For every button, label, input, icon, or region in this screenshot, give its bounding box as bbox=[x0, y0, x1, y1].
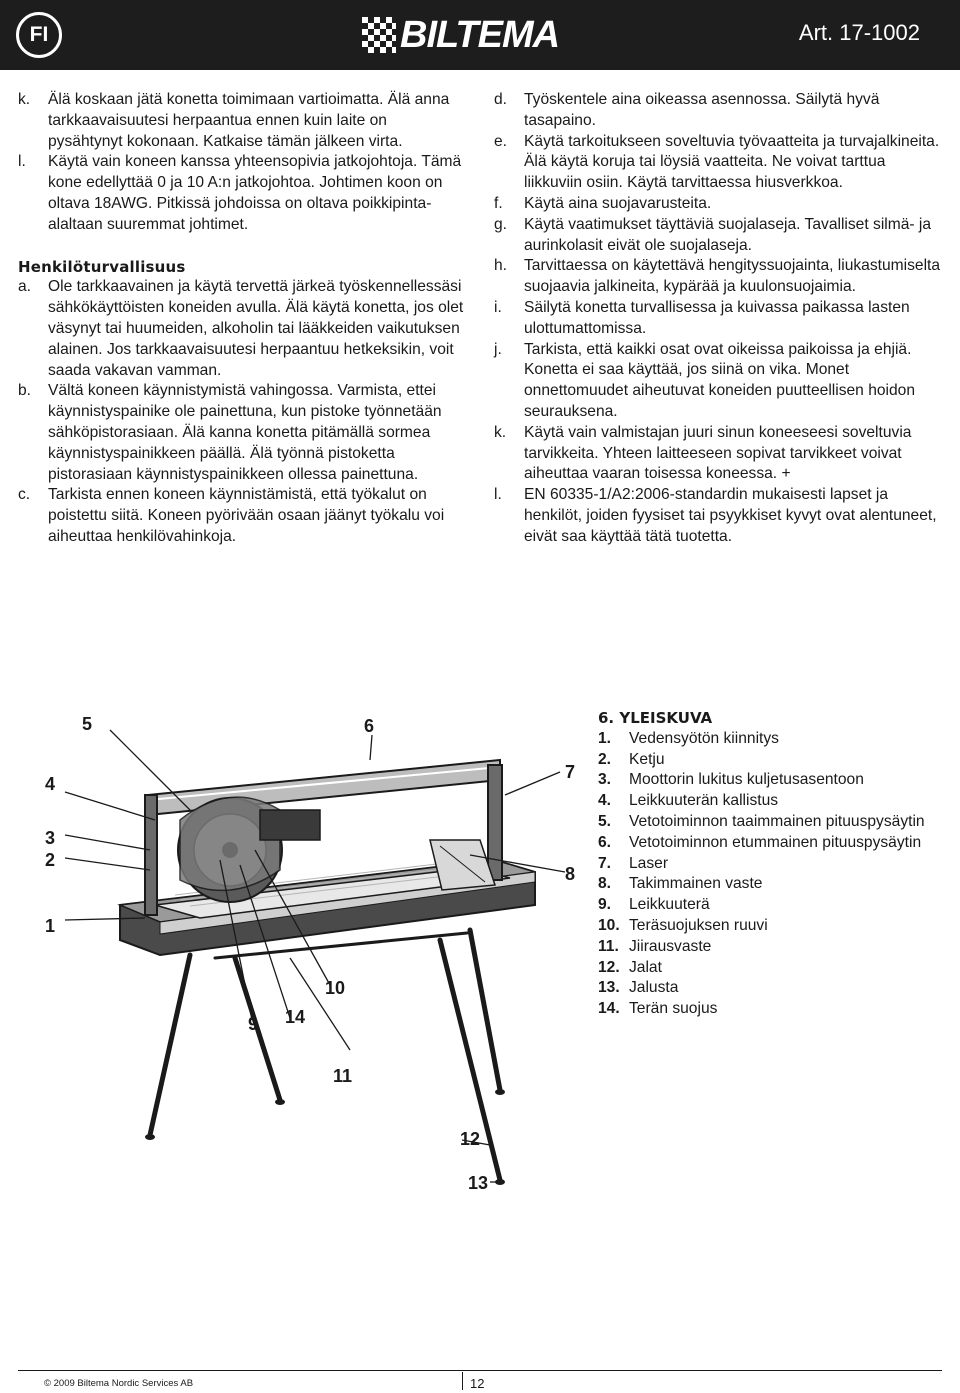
callout-13: 13 bbox=[468, 1173, 489, 1193]
copyright-notice: © 2009 Biltema Nordic Services AB bbox=[44, 1378, 194, 1389]
list-item: k. Älä koskaan jätä konetta toimimaan vartioimatta. Älä anna tarkkaavaisuutesi herpaantua ennen kuin laite on pysähtynyt kokonaan. Katkaise tämän jälkeen virta. bbox=[18, 91, 450, 150]
section-heading: Henkilöturvallisuus bbox=[18, 257, 186, 276]
callout-9: 9 bbox=[248, 1014, 259, 1034]
checkered-flag-icon bbox=[362, 17, 396, 53]
callout-4: 4 bbox=[45, 774, 56, 794]
page-number: 12 bbox=[470, 1376, 485, 1391]
list-item: l. Käytä vain koneen kanssa yhteensopivia jatkojohtoja. Tämä kone edellyttää 0 ja 10 A:n jatkojohtoa. Johtimen koon on oltava 18AWG. Pitkissä johdoissa on oltava poikkipinta-alaltaan suuremmat johtimet. bbox=[18, 153, 462, 233]
list-item: d. Työskentele aina oikeassa asennossa. Säilytä hyvä tasapaino. bbox=[494, 91, 880, 129]
legend-item: 10. Teräsuojuksen ruuvi bbox=[598, 916, 768, 934]
legend-item: 8. Takimmainen vaste bbox=[598, 875, 763, 893]
callout-2: 2 bbox=[45, 850, 56, 870]
brand-name: BILTEMA bbox=[400, 14, 560, 56]
left-column bbox=[18, 90, 464, 548]
legend-item: 12. Jalat bbox=[598, 958, 662, 976]
callout-1: 1 bbox=[45, 916, 56, 936]
page-number-divider bbox=[462, 1372, 463, 1390]
page-header bbox=[0, 0, 960, 70]
callout-3: 3 bbox=[45, 828, 56, 848]
list-item: g. Käytä vaatimukset täyttäviä suojalaseja. Tavalliset silmä- ja aurinkolasit eivät ole suojalaseja. bbox=[494, 215, 932, 254]
callout-5: 5 bbox=[82, 714, 93, 734]
parts-legend bbox=[598, 708, 938, 1020]
legend-item: 6. Vetotoiminnon etummainen pituuspysäytin bbox=[598, 833, 922, 851]
legend-item: 14. Terän suojus bbox=[598, 1000, 718, 1018]
saw-fence bbox=[430, 840, 495, 890]
list-item: c. Tarkista ennen koneen käynnistämistä, että työkalut on poistettu siitä. Koneen pyörivään osaan jäänyt työkalu voi aiheuttaa henkilövahinkoja. bbox=[18, 486, 445, 545]
callout-10: 10 bbox=[325, 978, 346, 998]
list-item: a. Ole tarkkaavainen ja käytä tervettä järkeä työskennellessäsi sähkökäyttöisten koneiden avulla. Älä käytä konetta, jos olet väsynyt tai huumeiden, alkoholin tai lääkkeiden vaikutuksen alainen. Jos tarkkaavaisuutesi herpaantuu hetkeksikin, voit saada vakavan vamman. bbox=[18, 278, 464, 379]
list-item: k. Käytä vain valmistajan juuri sinun koneeseesi soveltuvia tarvikkeita. Yhteen laitteeseen sopivat tarvikkeet voivat aiheuttaa vaaran toisessa koneessa. + bbox=[494, 423, 912, 483]
legend-item: 1. Vedensyötön kiinnitys bbox=[598, 729, 779, 747]
legend-item: 13. Jalusta bbox=[598, 979, 679, 997]
callout-12: 12 bbox=[460, 1129, 481, 1149]
list-item: j. Tarkista, että kaikki osat ovat oikeissa paikoissa ja ehjiä. Konetta ei saa käyttää, jos siinä on vika. Monet onnettomuudet aiheutuvat koneiden puutteellisen hoidon seurauksena. bbox=[494, 340, 916, 420]
right-column bbox=[494, 90, 944, 548]
footer-divider bbox=[18, 1370, 942, 1371]
article-number: Art. 17-1002 bbox=[798, 20, 920, 45]
callout-6: 6 bbox=[364, 716, 375, 736]
legend-item: 11. Jiirausvaste bbox=[598, 937, 712, 955]
tile-saw-illustration bbox=[30, 700, 590, 1220]
legend-item: 9. Leikkuuterä bbox=[598, 896, 710, 914]
list-item: e. Käytä tarkoitukseen soveltuvia työvaatteita ja turvajalkineita. Älä käytä koruja tai löysiä vaatteita. Ne voivat tarttua liikkuviin osiin. Käytä tarvittaessa hiusverkkoa. bbox=[494, 132, 940, 192]
callout-11: 11 bbox=[333, 1066, 353, 1086]
callout-7: 7 bbox=[565, 762, 576, 782]
language-badge: FI bbox=[16, 12, 62, 58]
legend-item: 7. Laser bbox=[598, 854, 669, 872]
legend-item: 5. Vetotoiminnon taaimmainen pituuspysäytin bbox=[598, 812, 925, 830]
saw-legs bbox=[150, 930, 500, 1180]
callout-14: 14 bbox=[285, 1007, 306, 1027]
legend-item: 4. Leikkuuterän kallistus bbox=[598, 792, 779, 810]
list-item: h. Tarvittaessa on käytettävä hengityssuojainta, liukastumiselta suojaavia jalkineita, kypärää ja kuulonsuojaimia. bbox=[494, 257, 941, 296]
legend-title: 6. YLEISKUVA bbox=[598, 709, 713, 727]
legend-item: 3. Moottorin lukitus kuljetusasentoon bbox=[598, 771, 864, 789]
list-item: i. Säilytä konetta turvallisessa ja kuivassa paikassa lasten ulottumattomissa. bbox=[494, 298, 910, 337]
brand-logo bbox=[362, 14, 600, 56]
callout-8: 8 bbox=[565, 864, 576, 884]
list-item: f. Käytä aina suojavarusteita. bbox=[494, 194, 712, 212]
legend-item: 2. Ketju bbox=[598, 750, 665, 768]
list-item: l. EN 60335-1/A2:2006-standardin mukaisesti lapset ja henkilöt, joiden fyysiset tai psyykkiset kyvyt ovat alentuneet, eivät saa käyttää tätä tuotetta. bbox=[494, 486, 937, 545]
list-item: b. Vältä koneen käynnistymistä vahingossa. Varmista, ettei käynnistyspainike ole painettuna, kun pistoke työnnetään sähköpistorasiaan. Älä kanna konetta pitämällä sormea käynnistyspainikkeen päällä. Älä työnnä pistoketta pistorasiaan käynnistyspainikkeen ollessa painettuna. bbox=[18, 382, 442, 483]
